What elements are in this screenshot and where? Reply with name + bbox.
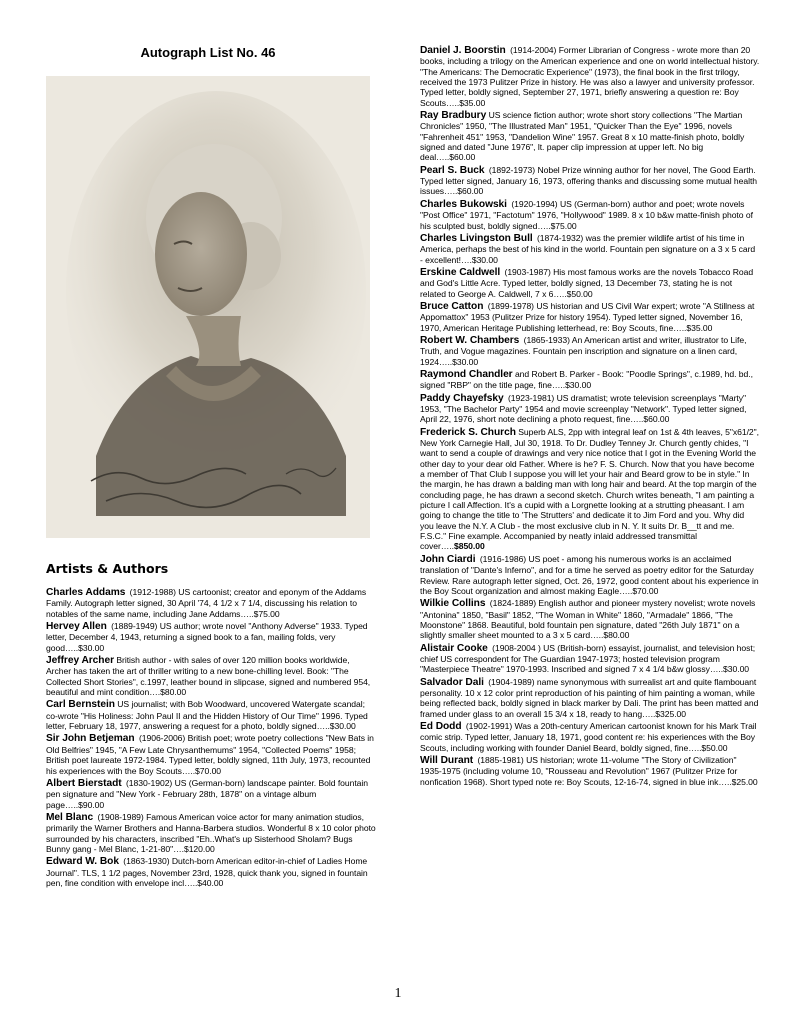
entry-name: Will Durant	[420, 755, 474, 766]
page-number: 1	[394, 986, 402, 1001]
entry-dates: (1923-1981)	[507, 392, 555, 403]
entry-text: British author - with sales of over 120 million books worldwide, Archer has taken the art of thriller writing to a new bone-chilling level. Book: "The Collected Short Stories", c.1997, leather bound in slipcase, signed and numbered 954, beautiful and mint condition….$80.00	[46, 655, 371, 698]
list-item	[420, 677, 760, 719]
list-item	[46, 812, 376, 854]
entry-dates: (1830-1902)	[125, 777, 173, 788]
list-item	[46, 655, 376, 697]
entry-name: Daniel J. Boorstin	[420, 45, 506, 56]
entry-name: Frederick S. Church	[420, 426, 516, 438]
entry-name: John Ciardi	[420, 553, 476, 565]
entry-dates: (1904-1989)	[488, 676, 535, 687]
list-item	[46, 587, 376, 619]
page-title: Autograph List No. 46	[140, 45, 276, 60]
entry-dates: (1920-1994)	[511, 198, 558, 209]
entry-text: His most famous works are the novels Tobacco Road and God's Little Acre. Typed letter, boldly signed, 13 December 73, stating he is not related to George A. Caldwell, 7 x 6…..$50.00	[420, 266, 754, 299]
entry-name: Alistair Cooke	[420, 642, 488, 654]
entry-dates: (1908-1989)	[97, 811, 144, 822]
entry-dates: (1914-2004)	[510, 45, 557, 55]
list-item	[420, 301, 760, 333]
list-item	[420, 165, 760, 197]
entry-dates: (1865-1933)	[523, 334, 570, 345]
entry-dates: (1889-1949)	[111, 621, 158, 632]
entry-dates: (1892-1973)	[488, 164, 536, 175]
entry-text: Famous American voice actor for many animation studios, primarily the Warner Brothers and Hanna-Barbera studios. Wonderful 8 x 10 color photo surrounded by his characters, inscribed "Eh..What's up Sisterhood Sholam? Bugs Bunny gang - Mel Blanc, 1-21-80"….$120.00	[46, 811, 376, 854]
entry-name: Mel Blanc	[46, 811, 94, 823]
entry-name: Salvador Dali	[420, 676, 484, 688]
entry-text: and Robert B. Parker - Book: "Poodle Springs", c.1989, hd. bd., signed "RBP" on the title page, fine…..$30.00	[420, 368, 753, 391]
entry-price: $850.00	[453, 541, 485, 552]
entry-dates: (1885-1981)	[477, 755, 524, 765]
entry-name: Paddy Chayefsky	[420, 392, 504, 404]
list-item	[46, 621, 376, 653]
entry-name: Albert Bierstadt	[46, 777, 122, 789]
entry-dates: (1908-2004 )	[492, 642, 541, 653]
list-item	[420, 267, 760, 299]
entry-text: US dramatist; wrote television screenplays "Marty" 1953, "The Bachelor Party" 1954 and movie screenplay "Network". Typed letter signed, April 22, 1976, short note declining a photo request, fine…..$60.00	[420, 392, 747, 425]
list-item	[46, 733, 376, 775]
entry-text: US science fiction author; wrote short story collections "The Martian Chronicles" 1950, "The Illustrated Man" 1951, "Quicker Than the Eye" 1996, novels "Fahrenheit 451" 1953, "Dandelion Wine" 1957. Great 8 x 10 matte-finish photo, boldly signed and dated "June 1976", lt. paper clip impression at upper left. No big deal…..$60.00	[420, 110, 745, 163]
list-item	[420, 721, 760, 753]
entry-text: Was a 20th-century American cartoonist known for his Mark Trail comic strip. Typed letter, January 18, 1971, good content re: his experiences with the Boy Scouts, including working with founder Daniel Beard, boldly signed, fine…..$50.00	[420, 720, 757, 753]
entry-name: Charles Livingston Bull	[420, 232, 533, 244]
entry-text: US journalist; with Bob Woodward, uncovered Watergate scandal; co-wrote "His Holiness: John Paul II and the Hidden History of Our Time" 1996. Typed letter, February 18, 1977, answering a request for a photo, boldly signed…..$30.00	[46, 699, 368, 732]
entry-name: Ray Bradbury	[420, 110, 487, 122]
entry-text: was the premier wildlife artist of his time in America, perhaps the best of his kind in the world. Fountain pen signature on a 3 x 5 card - excellent!….$30.00	[420, 232, 756, 265]
list-item	[420, 643, 760, 675]
entry-text: British poet; wrote poetry collections "New Bats in Old Belfries" 1945, "A Few Late Chrysanthemums" 1954, "Collected Poems" 1958; British poet laureate 1972-1984. Typed letter, boldly signed, 11th July, 1973, recounted his experiences with the Boy Scouts…..$70.00	[46, 733, 374, 776]
portrait-photo	[46, 76, 370, 538]
list-item	[420, 393, 760, 425]
list-item	[420, 369, 760, 391]
list-item	[420, 755, 760, 787]
list-item	[420, 554, 760, 596]
list-item	[46, 778, 376, 810]
entry-text: English author and pioneer mystery novelist; wrote novels "Antonina" 1850, "Basil" 1852, "The Woman in White" 1860, "Armadale" 1866, "The Moonstone" 1868. Beautiful, bold fountain pen signature, dated "26th July 1871" on a slightly smaller sheet mounted to a 3 x 5 card…..$80.00	[420, 598, 756, 641]
entry-name: Edward W. Bok	[46, 856, 119, 868]
entry-text: US (British-born) essayist, journalist, and television host; chief US correspondent for The Guardian 1947-1973; hosted television program "Masterpiece Theatre" 1970-1993. Inscribed and signed 7 x 4 1/4 b&w glossy…..$30.00	[420, 642, 756, 675]
entry-dates: (1903-1987)	[504, 266, 551, 277]
entry-name: Bruce Catton	[420, 300, 484, 312]
list-item	[46, 699, 376, 731]
entry-text: Dutch-born American editor-in-chief of Ladies Home Journal". TLS, 1 1/2 pages, November 23rd, 1928, quick thank you, signed in fountain pen, fine condition with envelope incl…..$40.00	[46, 856, 368, 888]
entry-name: Erskine Caldwell	[420, 266, 501, 278]
entry-dates: (1824-1889)	[489, 598, 537, 609]
list-item	[420, 335, 760, 367]
left-column	[46, 587, 376, 890]
entry-name: Robert W. Chambers	[420, 334, 520, 346]
entry-text: US cartoonist; creator and eponym of the Addams Family. Autograph letter signed, 30 April '74, 4 1/2 x 7 1/4, discussing his relation to notables of the same name, including Jane Addams…..$75.00	[46, 587, 367, 619]
entry-dates: (1874-1932)	[536, 232, 584, 243]
list-item	[46, 856, 376, 888]
entry-text: name synonymous with surrealist art and quite flambouant personality. 10 x 12 color print reproduction of his painting of him painting a woman, while being reflected back, boldly signed in black marker by Dali. The print has been matted and framed under glass to an overall 15 3/4 x 18, ready to hang…..$325.00	[420, 676, 759, 719]
section-heading: Artists & Authors	[46, 561, 169, 576]
entry-name: Pearl S. Buck	[420, 164, 485, 176]
list-item	[420, 199, 760, 231]
entry-name: Sir John Betjeman	[46, 733, 135, 745]
list-item	[420, 427, 760, 552]
entry-dates: (1899-1978)	[487, 300, 534, 311]
entry-text: US (German-born) landscape painter. Bold fountain pen signature and "New York - February 28th, 1878" on a vintage album page…..$90.00	[46, 777, 369, 810]
portrait-illustration	[46, 76, 370, 538]
entry-dates: (1912-1988)	[129, 587, 176, 597]
right-column	[420, 45, 760, 789]
entry-text: Former Librarian of Congress - wrote more than 20 books, including a trilogy on the American experience and one on world intellectual history. "The Americans: The Democratic Experience" (1973), the final book in the first trilogy, received the 1973 Pulitzer Prize in history. He was also a lawyer and university professor. Typed letter, boldly signed, September 27, 1971, briefly answering a question re: Boy Scouts…..$35.00	[420, 45, 760, 108]
list-item	[420, 233, 760, 265]
entry-dates: (1906-2006)	[138, 733, 186, 744]
entry-name: Hervey Allen	[46, 621, 107, 633]
entry-name: Charles Bukowski	[420, 198, 507, 210]
entry-dates: (1863-1930)	[123, 856, 170, 867]
entry-name: Raymond Chandler	[420, 368, 513, 380]
entry-name: Charles Addams	[46, 587, 126, 598]
entry-text: US author; wrote novel "Anthony Adverse" 1933. Typed letter, December 4, 1943, returning a signed book to a fan, mailing folds, very good…..$30.00	[46, 621, 368, 653]
list-item	[420, 110, 760, 163]
entry-text: Superb ALS, 2pp with integral leaf on 1st & 4th leaves, 5"x61/2", New York Carnegie Hall, Jul 30, 1918. To Dr. Dudley Tenney Jr. Church gently chides, "I want to send a couple of drawings and very nice notice that I got in the Evening World the other day to your dear old Father. Where is he? F. S. Church. Now that you have become a member of That Club I suppose you will let your hair and Beard grow to be in style." In the margin, he has drawn a balding man with long hair and beard. At the top margin of the concluding page, he has drawn a second sketch. Church writes beneath, "I am painting a picture I call Affection. It's a cupid with a Lorgnette looking at a strutting pheasant. I am going to change the title to 'The Strutters' and dedicate it to Jim Ford and you. Why did you leave the N.Y. A Club - the most exclusive club in N. Y. It suits Dr. B__tt and me. F.S.C." Fine example. Accompanied by neatly inlaid addressed transmittal cover…..	[420, 426, 759, 552]
entry-name: Carl Bernstein	[46, 699, 115, 711]
entry-text: Nobel Prize winning author for her novel, The Good Earth. Typed letter signed, January 16, 1973, offering thanks and discussing some mutual health issues…..$60.00	[420, 164, 758, 197]
entry-text: An American artist and writer, illustrator to Life, Truth, and Vogue magazines. Fountain pen inscription and signature on a linen card, 1924…..$30.00	[420, 334, 747, 367]
entry-text: US (German-born) author and poet; wrote novels "Post Office" 1971, "Factotum" 1976, "Hollywood" 1989. 8 x 10 b&w matte-finish photo of his sculpted bust, boldly signed…..$75.00	[420, 198, 753, 231]
entry-dates: (1902-1991)	[465, 720, 513, 731]
list-item	[420, 598, 760, 640]
entry-text: US historian; wrote 11-volume "The Story of Civilization" 1935-1975 (including volume 10, "Rousseau and Revolution" 1967 (Pulitzer Prize for nonfication 1968). Short typed note re: Boy Scouts, 12-16-74, signed in blue ink…..$25.00	[420, 755, 758, 787]
entry-text: US poet - among his numerous works is an acclaimed translation of "Dante's Inferno", and for a time he served as poetry editor for the Saturday Review. Rare autograph letter signed, Oct. 26, 1972, good content about his experience in the Boy Scout organization and almost making Eagle…..$70.00	[420, 553, 759, 596]
entry-text: US historian and US Civil War expert; wrote "A Stillness at Appomattox" 1953 (Pulitzer Prize for history 1954). Typed letter signed, November 16, 1970, American Heritage Publishing letterhead, re: Boy Scouts, fine…..$35.00	[420, 300, 755, 333]
entry-dates: (1916-1986)	[479, 553, 527, 564]
entry-name: Wilkie Collins	[420, 598, 486, 610]
entry-name: Ed Dodd	[420, 720, 462, 732]
list-item	[420, 45, 760, 108]
entry-name: Jeffrey Archer	[46, 655, 115, 667]
